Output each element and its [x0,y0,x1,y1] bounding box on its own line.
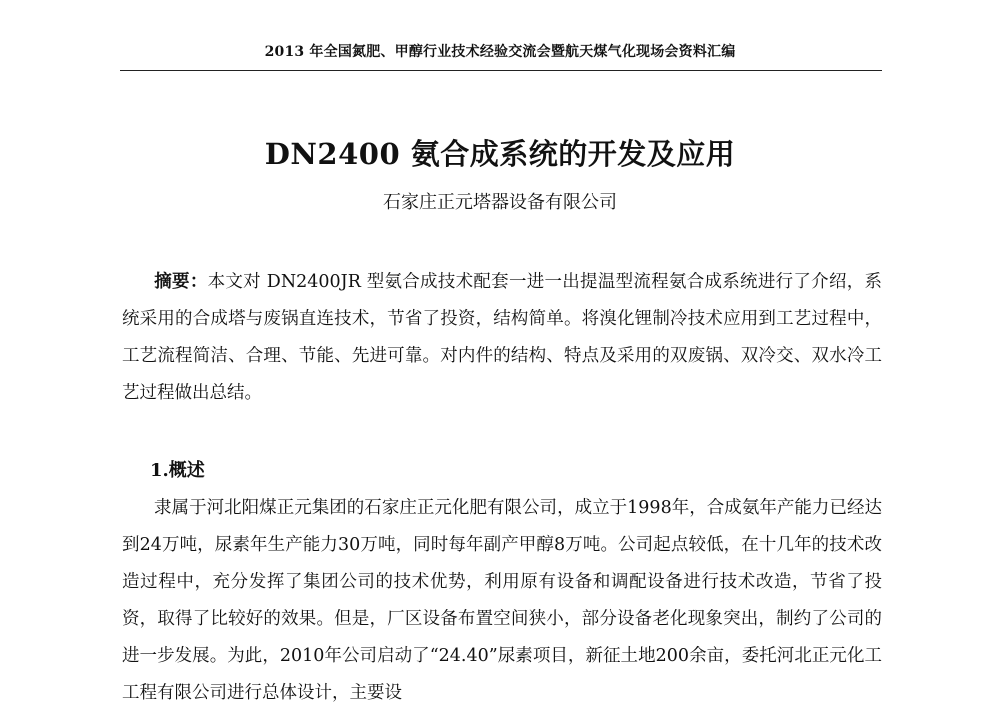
section-body-text: 隶属于河北阳煤正元集团的石家庄正元化肥有限公司，成立于1998年，合成氨年产能力已经达到24万吨，尿素年生产能力30万吨，同时每年副产甲醇8万吨。公司起点较低，在十几年的技术改造过程中，充分发挥了集团公司的技术优势，利用原有设备和调配设备进行技术改造，节省了投资，取得了比较好的效果。但是，厂区设备布置空间狭小，部分设备老化现象突出，制约了公司的进一步发展。为此，2010年公司启动了“24.40”尿素项目，新征土地200余亩，委托河北正元化工工程有限公司进行总体设计，主要设 [122,498,882,703]
abstract-label: 摘要： [154,272,208,292]
section-title: 1.概述 [150,460,205,481]
paper-affiliation: 石家庄正元塔器设备有限公司 [383,192,617,213]
abstract-paragraph [122,264,882,412]
section-paragraph [122,490,882,712]
running-header: 2013 年全国氮肥、甲醇行业技术经验交流会暨航天煤气化现场会资料汇编 [264,44,736,60]
paper-title: DN2400 氨合成系统的开发及应用 [264,137,736,171]
header-rule [120,70,882,71]
abstract-text: 本文对 DN2400JR 型氨合成技术配套一进一出提温型流程氨合成系统进行了介绍，系统采用的合成塔与废锅直连技术，节省了投资，结构简单。将溴化锂制冷技术应用到工艺过程中，工艺流程简洁、合理、节能、先进可靠。对内件的结构、特点及采用的双废锅、双冷交、双水冷工艺过程做出总结。 [122,272,883,403]
